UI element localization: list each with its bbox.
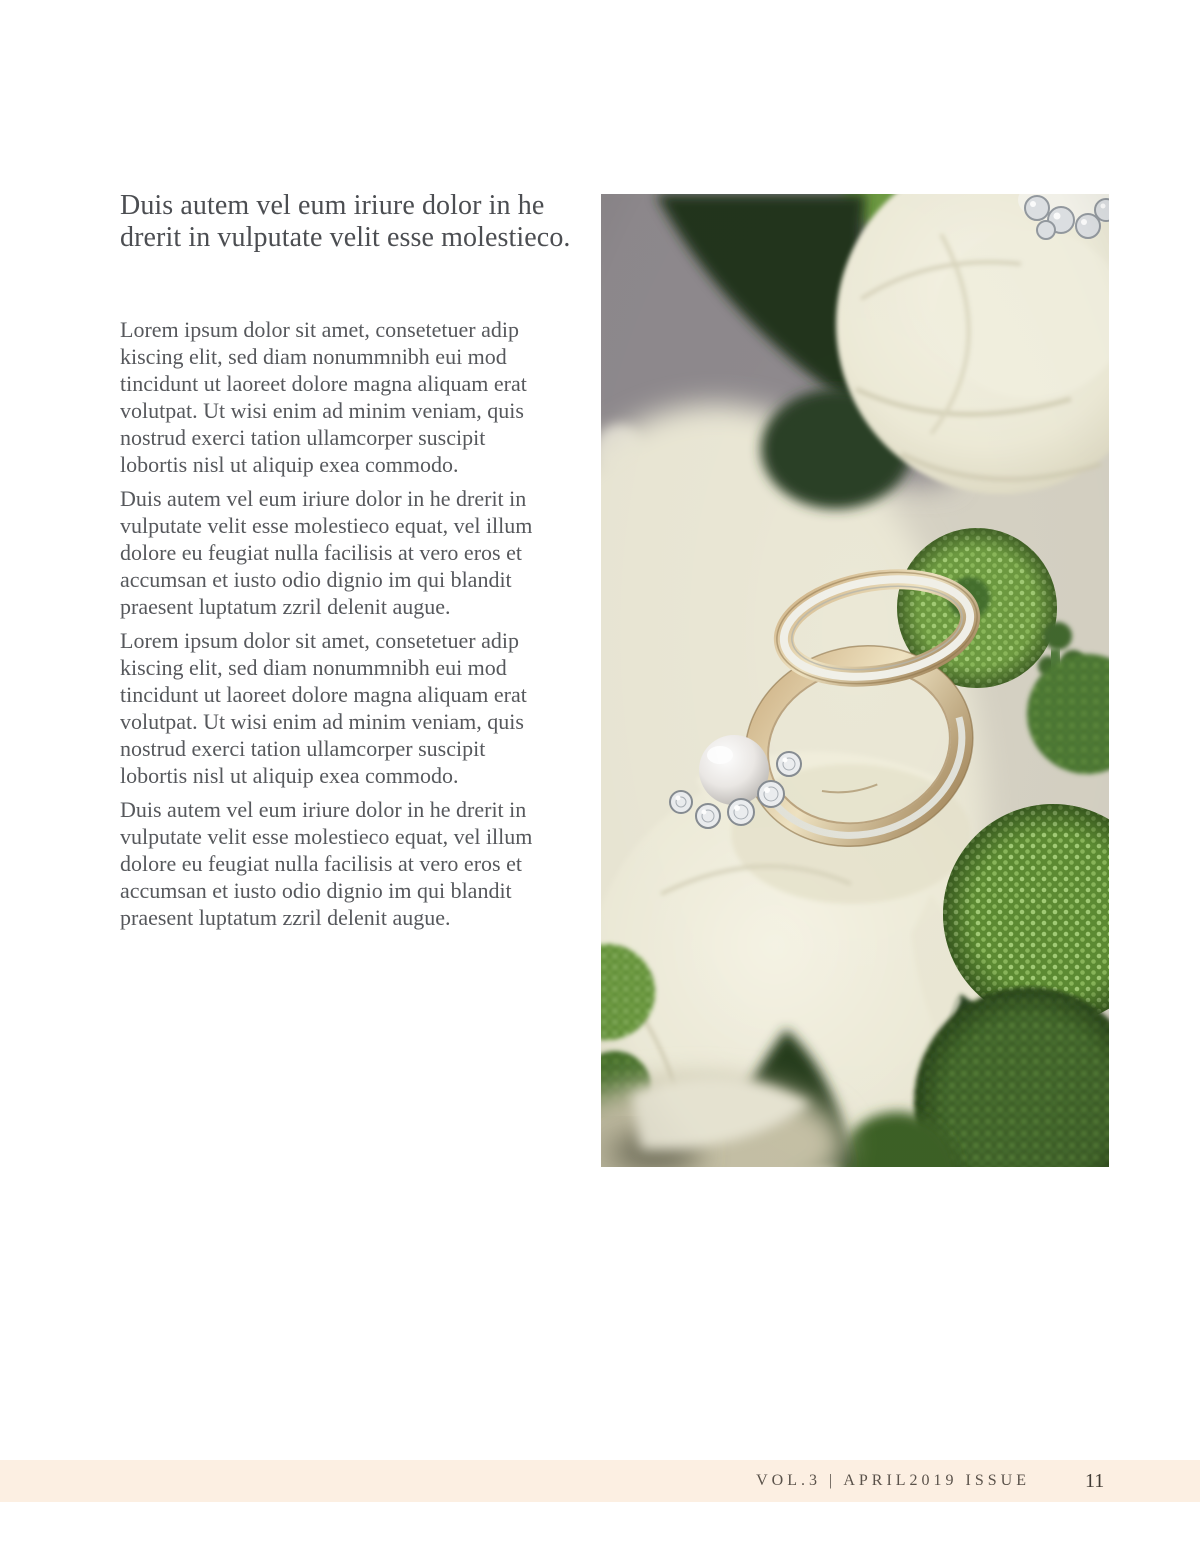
bouquet-photo [601, 194, 1109, 1167]
page-number: 11 [1085, 1470, 1105, 1492]
paragraph: Lorem ipsum dolor sit amet, consetetuer adip kiscing elit, sed diam nonummnibh eui mod tincidunt ut laoreet dolore magna aliquam erat volutpat. Ut wisi enim ad minim veniam, quis nostrud exerci tation ullamcorper suscipit lobortis nisl ut aliquip exea commodo. [120, 628, 527, 788]
article-heading-line-2: drerit in vulputate velit esse molestieco. [120, 222, 571, 253]
article-heading-line-1: Duis autem vel eum iriure dolor in he [120, 190, 545, 221]
article-heading [120, 190, 571, 254]
paragraph: Lorem ipsum dolor sit amet, consetetuer adip kiscing elit, sed diam nonummnibh eui mod tincidunt ut laoreet dolore magna aliquam erat volutpat. Ut wisi enim ad minim veniam, quis nostrud exerci tation ullamcorper suscipit lobortis nisl ut aliquip exea commodo. [120, 317, 527, 477]
photo-vignette [601, 194, 1109, 1167]
paragraph: Duis autem vel eum iriure dolor in he drerit in vulputate velit esse molestieco equat, vel illum dolore eu feugiat nulla facilisis at vero eros et accumsan et iusto odio dignio im qui blandit praesent luptatum zzril delenit augue. [120, 797, 533, 930]
footer-bar [0, 1460, 1200, 1502]
paragraph: Duis autem vel eum iriure dolor in he drerit in vulputate velit esse molestieco equat, vel illum dolore eu feugiat nulla facilisis at vero eros et accumsan et iusto odio dignio im qui blandit praesent luptatum zzril delenit augue. [120, 486, 533, 619]
bouquet-photo-frame [601, 194, 1109, 1167]
issue-label: VOL.3 | APRIL2019 ISSUE [756, 1472, 1030, 1489]
article-body [120, 316, 550, 938]
